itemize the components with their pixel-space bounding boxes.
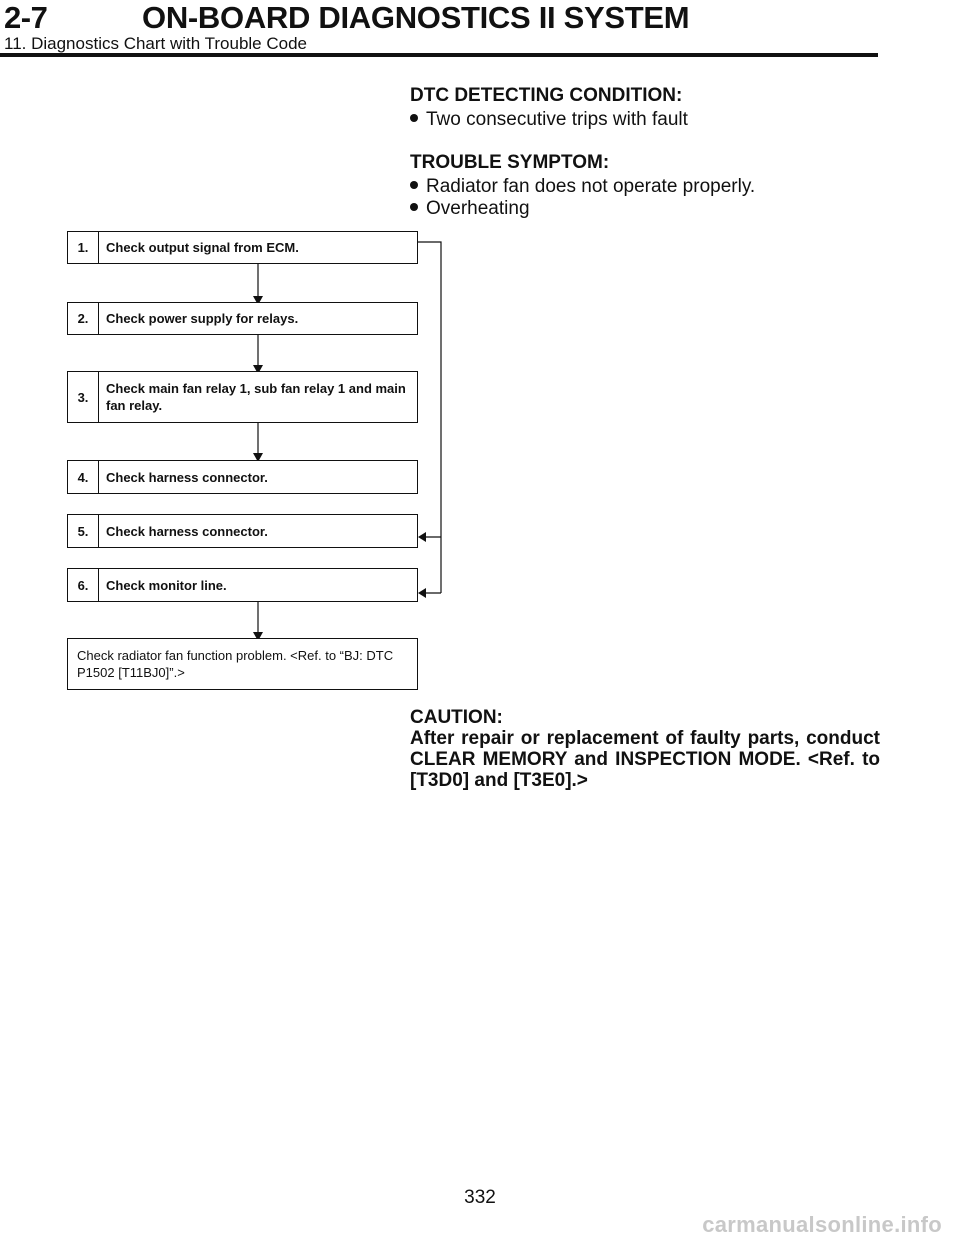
flow-step-1: [67, 231, 418, 264]
trouble-symptom-heading: TROUBLE SYMPTOM:: [410, 152, 610, 173]
trouble-symptom-item: Overheating: [410, 199, 530, 218]
final-box-label: Check radiator fan function problem. <Ref. to “BJ: DTC P1502 [T11BJ0]”.>: [77, 648, 394, 680]
watermark: carmanualsonline.info: [702, 1212, 942, 1237]
step-label: Check monitor line.: [106, 577, 227, 593]
step-number: 5.: [68, 515, 99, 547]
trouble-symptom-item: Radiator fan does not operate properly.: [410, 177, 755, 196]
flow-step-6: [67, 568, 418, 602]
flow-final-box: [67, 638, 418, 690]
caution-block: [410, 707, 880, 791]
caution-heading: CAUTION:: [410, 707, 503, 728]
step-label: Check main fan relay 1, sub fan relay 1 and main fan relay.: [106, 381, 406, 413]
arrow-head-icon: [418, 588, 426, 598]
section-number: 2-7: [4, 0, 48, 35]
caution-text: After repair or replacement of faulty parts, conduct CLEAR MEMORY and INSPECTION MODE. <Ref. to [T3D0] and [T3E0].>: [410, 728, 880, 791]
step-number: 3.: [68, 372, 99, 422]
subsection-title: 11. Diagnostics Chart with Trouble Code: [4, 34, 308, 53]
step-label: Check harness connector.: [106, 523, 268, 539]
step-number: 4.: [68, 461, 99, 493]
flow-step-2: [67, 302, 418, 335]
step-number: 2.: [68, 303, 99, 334]
arrow-head-icon: [418, 532, 426, 542]
dtc-condition-heading: DTC DETECTING CONDITION:: [410, 85, 683, 106]
flow-step-3: [67, 371, 418, 423]
page-number: 332: [464, 1187, 496, 1208]
step-number: 6.: [68, 569, 99, 601]
step-number: 1.: [68, 232, 99, 263]
step-label: Check harness connector.: [106, 469, 268, 485]
flow-step-4: [67, 460, 418, 494]
step-label: Check power supply for relays.: [106, 311, 299, 326]
flow-step-5: [67, 514, 418, 548]
bypass-line: [418, 242, 441, 593]
step-label: Check output signal from ECM.: [106, 240, 299, 255]
dtc-condition-item: Two consecutive trips with fault: [410, 110, 688, 129]
section-title: ON-BOARD DIAGNOSTICS II SYSTEM: [142, 0, 690, 35]
